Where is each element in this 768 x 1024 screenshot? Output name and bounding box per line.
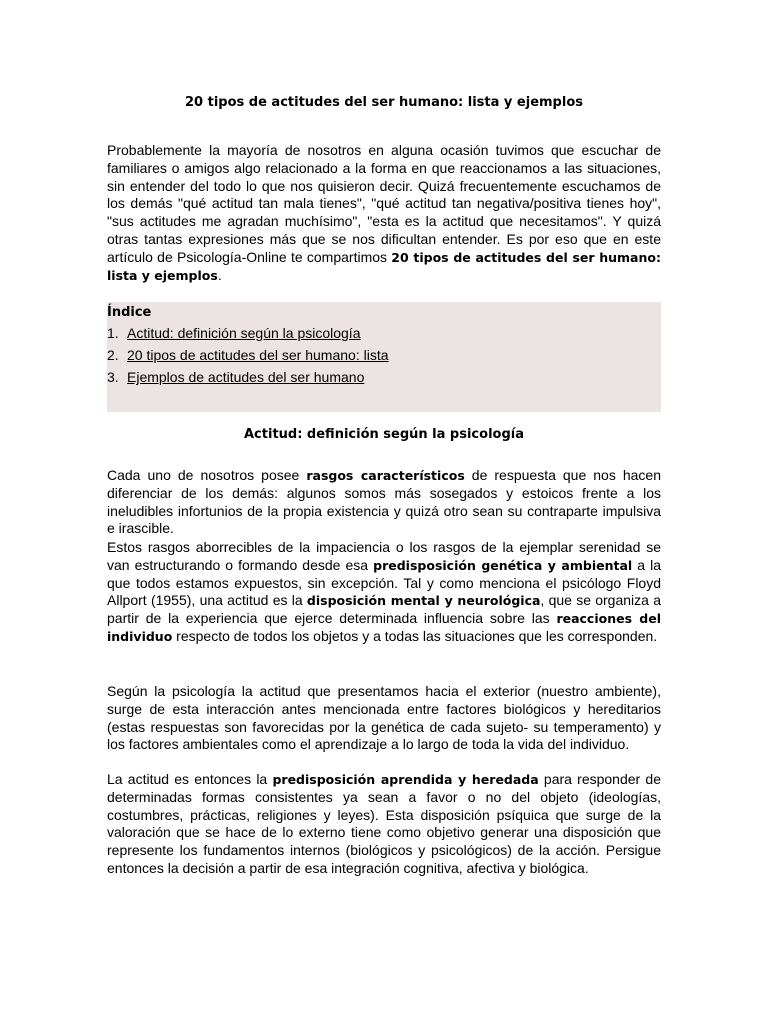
paragraph-2-bold-3: reacciones del individuo: [107, 611, 662, 644]
paragraph-2-bold-2: disposición mental y neurológica: [306, 593, 541, 609]
intro-text: Probablemente la mayoría de nosotros en alguna ocasión tuvimos que escuchar de familiares o amigos algo relacionado a la forma en que reaccionamos a las situaciones, sin entender del todo lo que nos quisieron decir. Quizá frecuentemente escuchamos de los demás "qué actitud tan mala tienes", "qué actitud tan negativa/positiva tienes hoy", "sus actitudes me agradan muchísimo", "esta es la actitud que necesitamos". Y quizá otras tantas expresiones más que se nos dificultan entender. Es por eso que en este artículo de Psicología-Online te compartimos: [107, 142, 661, 265]
index-link-definicion[interactable]: Actitud: definición según la psicología: [127, 325, 361, 341]
paragraph-4: [107, 771, 661, 878]
index-item-number: 1.: [107, 325, 119, 341]
paragraph-1: [107, 467, 661, 538]
index-item: [107, 366, 389, 388]
paragraph-1-bold: rasgos característicos: [306, 468, 465, 483]
section-title: Actitud: definición según la psicología: [244, 427, 524, 442]
paragraph-4-text-c: para responder de determinadas formas consistentes ya sean a favor o no del objeto (ideologías, costumbres, prácticas, religiones y leyes). Esta disposición psíquica que surge de la valoración que se hace de lo externo tiene como objetivo generar una disposición que represente los fundamentos internos (biológicos y psicológicos) de la acción. Persigue entonces la decisión a partir de esa integración cognitiva, afectiva y biológica.: [107, 771, 661, 876]
paragraph-1-text-c: de respuesta que nos hacen diferenciar de los demás: algunos somos más sosegados y estoicos frente a los ineludibles infortunios de la propia existencia y quizá otro sean su contraparte impulsiva e irascible.: [107, 467, 662, 537]
paragraph-2-bold-1: predisposición genética y ambiental: [373, 557, 633, 573]
paragraph-3: Según la psicología la actitud que presentamos hacia el exterior (nuestro ambiente), surge de esta interacción antes mencionada entre factores biológicos y hereditarios (estas respuestas son favorecidas por la genética de cada sujeto- su temperamento) y los factores ambientales como el aprendizaje a lo largo de toda la vida del individuo.: [107, 683, 661, 753]
paragraph-2-text-a: Estos rasgos aborrecibles de la impaciencia o los rasgos de la ejemplar serenidad se van estructurando o formando desde esa: [107, 539, 661, 573]
paragraph-1-text-a: Cada uno de nosotros posee: [107, 467, 307, 483]
paragraph-2-text-c: a la que todos estamos expuestos, sin excepción. Tal y como menciona el psicólogo Floyd Allport (1955), una actitud es la: [107, 556, 661, 609]
paragraph-2: [107, 539, 661, 646]
index-item: [107, 344, 389, 366]
intro-paragraph: [107, 142, 661, 284]
index-link-ejemplos[interactable]: Ejemplos de actitudes del ser humano: [127, 369, 365, 385]
index-box: [107, 302, 661, 412]
index-item-number: 2.: [107, 347, 119, 363]
paragraph-2-text-e: , que se organiza a partir de la experiencia que ejerce determinada influencia sobre las: [107, 592, 661, 627]
index-list: [107, 322, 389, 388]
index-item: [107, 322, 389, 344]
index-heading: Índice: [107, 305, 152, 320]
intro-end: .: [217, 266, 222, 283]
paragraph-2-text-g: respecto de todos los objetos y a todas las situaciones que les corresponden.: [172, 627, 658, 644]
document-title: 20 tipos de actitudes del ser humano: lista y ejemplos: [184, 95, 583, 110]
paragraph-4-text-a: La actitud es entonces la: [107, 771, 273, 787]
index-link-tipos[interactable]: 20 tipos de actitudes del ser humano: lista: [127, 347, 389, 363]
index-item-number: 3.: [107, 369, 119, 385]
paragraph-4-bold: predisposición aprendida y heredada: [272, 772, 539, 787]
intro-bold-text: 20 tipos de actitudes del ser humano: lista y ejemplos: [107, 249, 661, 283]
